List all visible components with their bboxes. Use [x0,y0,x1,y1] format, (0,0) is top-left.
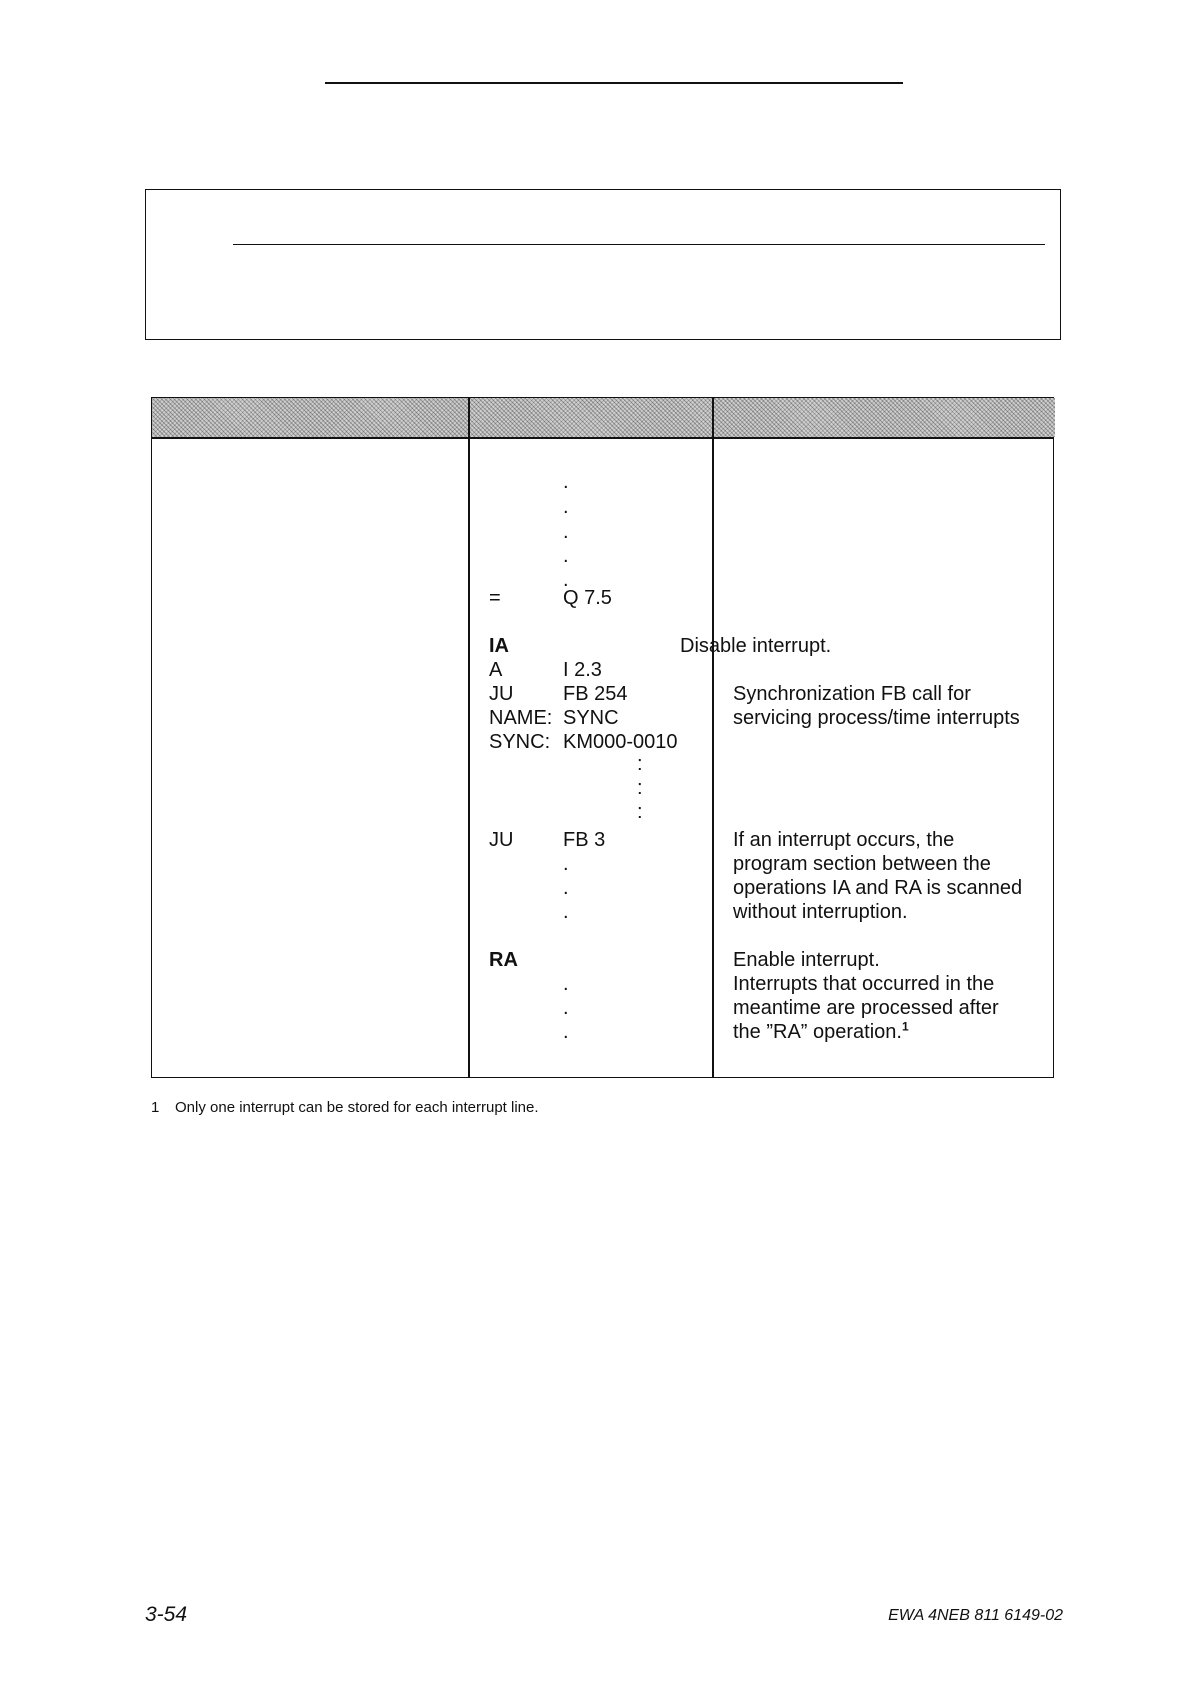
comment-sync-1: Synchronization FB call for [733,683,971,705]
code-param-sync: SYNC: [489,731,551,753]
table-header-rule [152,437,1053,439]
comment-occurred-3 [733,1020,909,1044]
code-param-sync-value: KM000-0010 [563,731,678,753]
comment-enable: Enable interrupt. [733,949,880,971]
code-op-ju: JU [489,829,514,851]
code-op-ia: IA [489,635,509,657]
code-op-ra: RA [489,949,518,971]
code-dot: . [563,471,569,493]
header-box [145,189,1061,340]
code-operand-i23: I 2.3 [563,659,602,681]
code-dot: . [563,901,569,923]
code-dot: . [563,521,569,543]
code-dot: . [563,569,569,591]
code-param-name-value: SYNC [563,707,619,729]
code-op-ju: JU [489,683,514,705]
code-param-name: NAME: [489,707,553,729]
code-operand-q75: Q 7.5 [563,587,612,609]
page-number: 3-54 [145,1603,188,1626]
footnote-ref: 1 [901,1019,909,1034]
document-id: EWA 4NEB 811 6149-02 [888,1607,1063,1624]
code-dot: . [563,997,569,1019]
comment-interrupt-1: If an interrupt occurs, the [733,829,955,851]
code-dot: . [563,853,569,875]
code-operand-fb254: FB 254 [563,683,628,705]
table-header-cell-2 [470,398,712,437]
footnote [151,1099,539,1117]
comment-interrupt-2: program section between the [733,853,991,875]
code-dot: . [563,877,569,899]
header-inner-rule [233,244,1045,245]
code-operand-fb3: FB 3 [563,829,606,851]
table-header-cell-1 [152,398,469,437]
code-dot: . [563,973,569,995]
code-dot: . [563,496,569,518]
footnote-number: 1 [151,1099,160,1116]
code-op-assign: = [489,587,501,609]
comment-interrupt-3: operations IA and RA is scanned [733,877,1023,899]
comment-occurred-1: Interrupts that occurred in the [733,973,995,995]
comment-occurred-2: meantime are processed after [733,997,999,1019]
comment-interrupt-4: without interruption. [733,901,908,923]
comment-occurred-3-text: the ”RA” operation. [733,1021,902,1043]
code-colon: : [637,777,643,799]
code-dot: . [563,1021,569,1043]
program-table [151,397,1054,1078]
comment-sync-2: servicing process/time interrupts [733,707,1020,729]
code-op-and: A [489,659,503,681]
top-rule [325,82,903,84]
code-colon: : [637,801,643,823]
comment-disable: Disable interrupt. [680,635,832,657]
table-header-cell-3 [714,398,1055,437]
column-divider-1 [468,398,470,1077]
code-colon: : [637,753,643,775]
code-dot: . [563,545,569,567]
column-divider-2 [712,398,714,1077]
footnote-text: Only one interrupt can be stored for each interrupt line. [175,1099,539,1116]
